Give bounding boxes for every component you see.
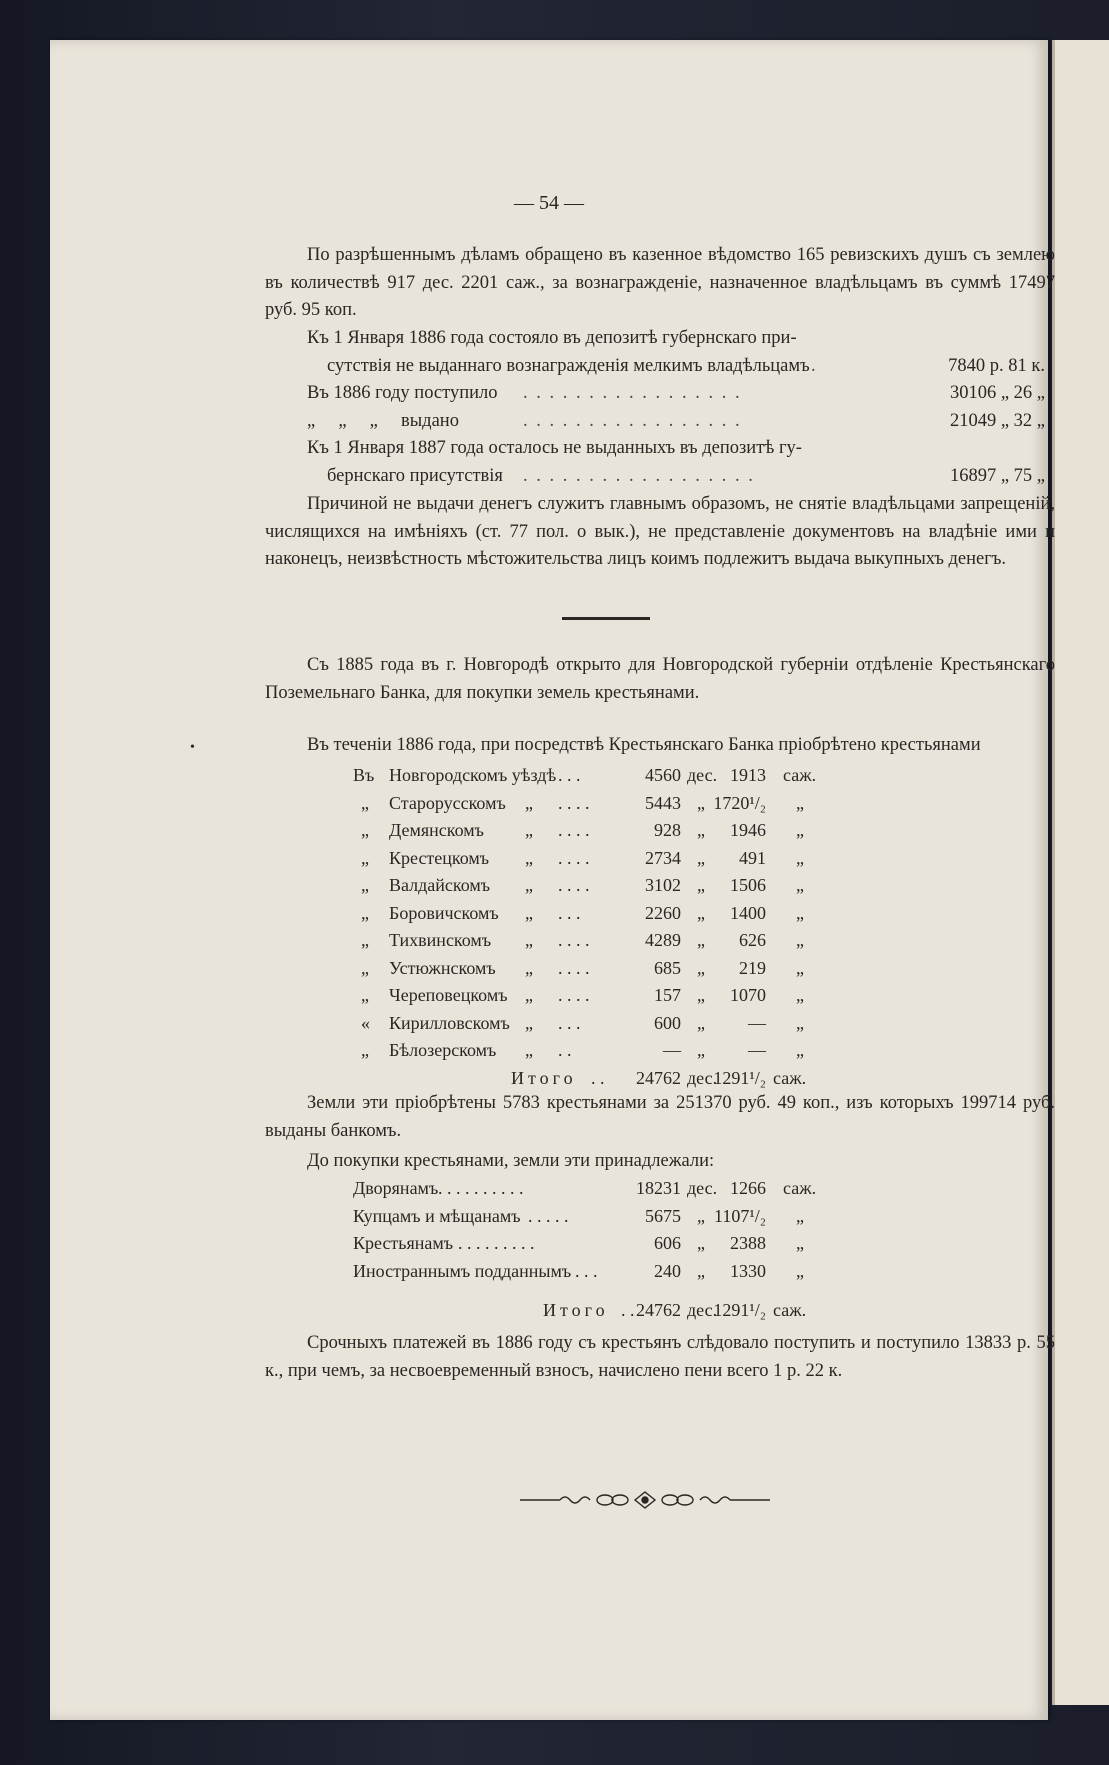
area-desyatinas: —: [663, 1040, 681, 1060]
ditto-mark: „: [361, 985, 369, 1005]
ditto-mark: „: [361, 957, 369, 978]
leader-dots: . .: [591, 1067, 605, 1088]
ditto-mark: „: [525, 875, 533, 895]
area-desyatinas: 600: [654, 1012, 681, 1033]
leader-dots: . . . . . . . . . . . . . . . . . .: [523, 465, 755, 486]
area-desyatinas: 606: [654, 1233, 681, 1253]
ditto-mark: „: [525, 985, 533, 1005]
area-sazhens: 1070: [730, 985, 766, 1005]
unit-label: „: [697, 1040, 705, 1060]
leader-dots: . . . .: [558, 930, 590, 950]
unit-label: саж.: [773, 1067, 807, 1088]
area-sazhens: 219: [739, 957, 766, 978]
unit-label: „: [697, 957, 705, 978]
district-name: Старорусскомъ: [389, 792, 506, 813]
leader-dots: . . . .: [558, 792, 590, 813]
area-desyatinas: 5675: [645, 1205, 681, 1226]
total-desyatinas: 24762: [636, 1300, 681, 1320]
paragraph-bank-branch: Съ 1885 года въ г. Новгородѣ открыто для Новгородской губерніи отдѣленіе Крестьянскаго Поземельнаго Банка, для покупки земель крестьянами.: [265, 655, 1055, 703]
leader-dots: . . . .: [558, 985, 590, 1005]
ledger-label: Къ 1 Января 1886 года состояло въ депозитѣ губернскаго при-: [307, 328, 797, 348]
leader-dots: . . . .: [558, 820, 590, 840]
ledger-label: Къ 1 Января 1887 года осталось не выданныхъ въ депозитѣ гу-: [307, 438, 802, 459]
area-sazhens: 1946: [730, 820, 766, 840]
unit-label: „: [697, 847, 705, 868]
ledger-row: [265, 435, 1055, 463]
unit-label: „: [796, 902, 804, 923]
area-sazhens: —: [748, 1040, 766, 1060]
owners-table: [353, 1178, 913, 1328]
district-row: [353, 1013, 913, 1041]
ditto-mark: „: [361, 902, 369, 923]
unit-label: дес.: [687, 1178, 718, 1198]
ditto-mark: „: [361, 847, 369, 868]
owner-category: Иностраннымъ подданнымъ: [353, 1260, 572, 1281]
district-name: Валдайскомъ: [389, 875, 491, 895]
page-number: — 54 —: [514, 192, 584, 214]
paragraph-acquisitions: Въ теченіи 1886 года, при посредствѣ Крестьянскаго Банка пріобрѣтено крестьянами: [307, 735, 981, 755]
total-desyatinas: 24762: [636, 1067, 681, 1088]
leader-dots: . .: [621, 1300, 635, 1320]
paragraph-previous-owners: До покупки крестьянами, земли эти принадлежали:: [307, 1151, 715, 1171]
unit-label: дес.: [687, 1067, 718, 1088]
district-row: [353, 958, 913, 986]
owner-row: [353, 1233, 913, 1261]
district-name: Новгородскомъ уѣздѣ: [389, 765, 557, 785]
unit-label: „: [697, 1260, 705, 1281]
district-name: Устюжнскомъ: [389, 957, 496, 978]
area-sazhens: —: [748, 1012, 766, 1033]
ditto-mark: „: [525, 902, 533, 923]
ditto-mark: „: [361, 875, 369, 895]
area-sazhens: 1107¹/₂: [713, 1205, 766, 1226]
owner-row: [353, 1261, 913, 1289]
total-sazhens: 1291¹/₂: [713, 1300, 766, 1320]
leader-dots: . . . . . . . . .: [458, 1233, 535, 1253]
area-sazhens: 1400: [730, 902, 766, 923]
ledger-amount: 16897 „ 75 „: [949, 465, 1045, 486]
area-sazhens: 1266: [730, 1178, 766, 1198]
area-desyatinas: 240: [654, 1260, 681, 1281]
ditto-mark: „: [525, 930, 533, 950]
leader-dots: . . . . . . . . . .: [438, 1178, 524, 1198]
unit-label: „: [697, 1012, 705, 1033]
area-sazhens: 1506: [730, 875, 766, 895]
owner-row: [353, 1206, 913, 1234]
area-sazhens: 491: [739, 847, 766, 868]
area-sazhens: 1913: [730, 765, 766, 785]
ledger-label: бернскаго присутствія: [327, 465, 503, 486]
unit-label: „: [697, 930, 705, 950]
leader-dots: .: [811, 355, 818, 376]
unit-label: саж.: [773, 1300, 807, 1320]
ornament-tailpiece: [520, 1488, 770, 1512]
area-sazhens: 1720¹/₂: [713, 792, 766, 813]
leader-dots: . . . . .: [528, 1205, 569, 1226]
leader-dots: . . . . . . . . . . . . . . . . .: [523, 410, 742, 431]
area-desyatinas: 3102: [645, 875, 681, 895]
district-name: Крестецкомъ: [389, 847, 490, 868]
district-row: [353, 848, 913, 876]
area-desyatinas: 18231: [636, 1178, 681, 1198]
area-desyatinas: 4560: [645, 765, 681, 785]
ditto-mark: „: [525, 820, 533, 840]
area-sazhens: 1330: [730, 1260, 766, 1281]
unit-label: „: [796, 985, 804, 1005]
area-desyatinas: 685: [654, 957, 681, 978]
unit-label: „: [697, 985, 705, 1005]
owner-category: Купцамъ и мѣщанамъ: [353, 1205, 521, 1226]
leader-dots: . . .: [575, 1260, 598, 1281]
area-desyatinas: 2260: [645, 902, 681, 923]
deposit-ledger: [265, 325, 1055, 491]
ledger-amount: 30106 „ 26 „: [949, 383, 1045, 404]
ditto-mark: „: [361, 792, 369, 813]
unit-label: саж.: [783, 765, 817, 785]
unit-label: „: [796, 1233, 804, 1253]
unit-label: „: [796, 930, 804, 950]
unit-label: дес.: [687, 765, 718, 785]
district-name: Кирилловскомъ: [389, 1012, 510, 1033]
unit-label: „: [796, 792, 804, 813]
total-sazhens: 1291¹/₂: [713, 1067, 766, 1088]
unit-label: „: [796, 820, 804, 840]
ledger-row: [265, 325, 1055, 353]
paragraph-payments: Срочныхъ платежей въ 1886 году съ крестьянъ слѣдовало поступить и поступило 13833 р. 55 к., при чемъ, за несвоевременный взносъ, начислено пени всего 1 р. 22 к.: [265, 1333, 1055, 1381]
owner-category: Дворянамъ: [353, 1178, 439, 1198]
area-desyatinas: 4289: [645, 930, 681, 950]
unit-label: „: [796, 1012, 804, 1033]
ledger-label: сутствія не выданнаго вознагражденія мелкимъ владѣльцамъ: [327, 355, 810, 376]
district-row: [353, 903, 913, 931]
district-name: Боровичскомъ: [389, 902, 499, 923]
total-label: Итого: [511, 1067, 577, 1088]
district-row: [353, 820, 913, 848]
total-label: Итого: [543, 1300, 609, 1320]
unit-label: „: [796, 1260, 804, 1281]
adjacent-page-edge: [1052, 40, 1109, 1705]
unit-label: саж.: [783, 1178, 817, 1198]
unit-label: „: [796, 847, 804, 868]
ditto-mark: „: [525, 792, 533, 813]
paragraph-reasons: Причиной не выдачи денегъ служитъ главнымъ образомъ, не снятіе владѣльцами запрещеній, числящихся на имѣніяхъ (ст. 77 пол. о вык.), не представленіе документовъ на владѣніе ими и наконецъ, неизвѣстность мѣстожительства лицъ коимъ подлежитъ выдача выкупныхъ денегъ.: [265, 494, 1055, 570]
area-desyatinas: 157: [654, 985, 681, 1005]
ledger-label: „ „ „ выдано: [307, 410, 459, 431]
leader-dots: . . . . . . . . . . . . . . . . .: [523, 383, 742, 404]
districts-table: [353, 765, 913, 1095]
district-name: Череповецкомъ: [389, 985, 508, 1005]
unit-label: „: [697, 902, 705, 923]
unit-label: „: [697, 875, 705, 895]
ditto-mark: „: [525, 847, 533, 868]
unit-label: „: [697, 1205, 705, 1226]
leader-dots: . . . .: [558, 957, 590, 978]
leader-dots: . .: [558, 1040, 572, 1060]
document-page: [50, 40, 1055, 1720]
ledger-row: [265, 380, 1055, 408]
ditto-mark: „: [361, 820, 369, 840]
district-name: Демянскомъ: [389, 820, 484, 840]
unit-label: дес.: [687, 1300, 718, 1320]
owner-category: Крестьянамъ: [353, 1233, 454, 1253]
ledger-label: Въ 1886 году поступило: [307, 383, 498, 404]
district-name: Тихвинскомъ: [389, 930, 492, 950]
ledger-amount: 21049 „ 32 „: [949, 410, 1045, 431]
area-sazhens: 626: [739, 930, 766, 950]
paragraph-purchase-sum: Земли эти пріобрѣтены 5783 крестьянами за 251370 руб. 49 коп., изъ которыхъ 199714 руб. выданы банкомъ.: [265, 1093, 1055, 1141]
margin-mark: •: [190, 740, 195, 755]
unit-label: „: [697, 792, 705, 813]
district-row: [353, 765, 913, 793]
leader-dots: . . . .: [558, 847, 590, 868]
unit-label: „: [697, 820, 705, 840]
ledger-row: [265, 353, 1055, 381]
ditto-mark: „: [525, 1012, 533, 1033]
leader-dots: . . .: [558, 1012, 581, 1033]
district-row: [353, 985, 913, 1013]
district-row: [353, 793, 913, 821]
ditto-mark: „: [361, 1040, 369, 1060]
area-desyatinas: 928: [654, 820, 681, 840]
district-row: [353, 1040, 913, 1068]
paragraph-transfers: По разрѣшеннымъ дѣламъ обращено въ казенное вѣдомство 165 ревизскихъ душъ съ землею въ количествѣ 917 дес. 2201 саж., за вознагражденіе, назначенное владѣльцамъ въ суммѣ 17497 руб. 95 коп.: [265, 245, 1055, 321]
owner-row: [353, 1178, 913, 1206]
ditto-mark: «: [361, 1012, 370, 1033]
unit-label: „: [796, 957, 804, 978]
unit-label: „: [796, 1205, 804, 1226]
area-desyatinas: 5443: [645, 792, 681, 813]
ditto-mark: „: [525, 1040, 533, 1060]
district-row: [353, 875, 913, 903]
unit-label: „: [796, 875, 804, 895]
ledger-amount: 7840 р. 81 к.: [948, 355, 1045, 376]
ditto-mark: „: [525, 957, 533, 978]
leader-dots: . . . .: [558, 875, 590, 895]
leader-dots: . . .: [558, 765, 581, 785]
ditto-mark: Въ: [353, 765, 375, 785]
district-row: [353, 930, 913, 958]
ledger-row: [265, 463, 1055, 491]
ledger-row: [265, 408, 1055, 436]
unit-label: „: [697, 1233, 705, 1253]
leader-dots: . . .: [558, 902, 581, 923]
area-desyatinas: 2734: [645, 847, 681, 868]
section-divider: [562, 617, 650, 620]
area-sazhens: 2388: [730, 1233, 766, 1253]
owner-total-row: [353, 1300, 913, 1328]
unit-label: „: [796, 1040, 804, 1060]
ditto-mark: „: [361, 930, 369, 950]
district-name: Бѣлозерскомъ: [389, 1040, 497, 1060]
